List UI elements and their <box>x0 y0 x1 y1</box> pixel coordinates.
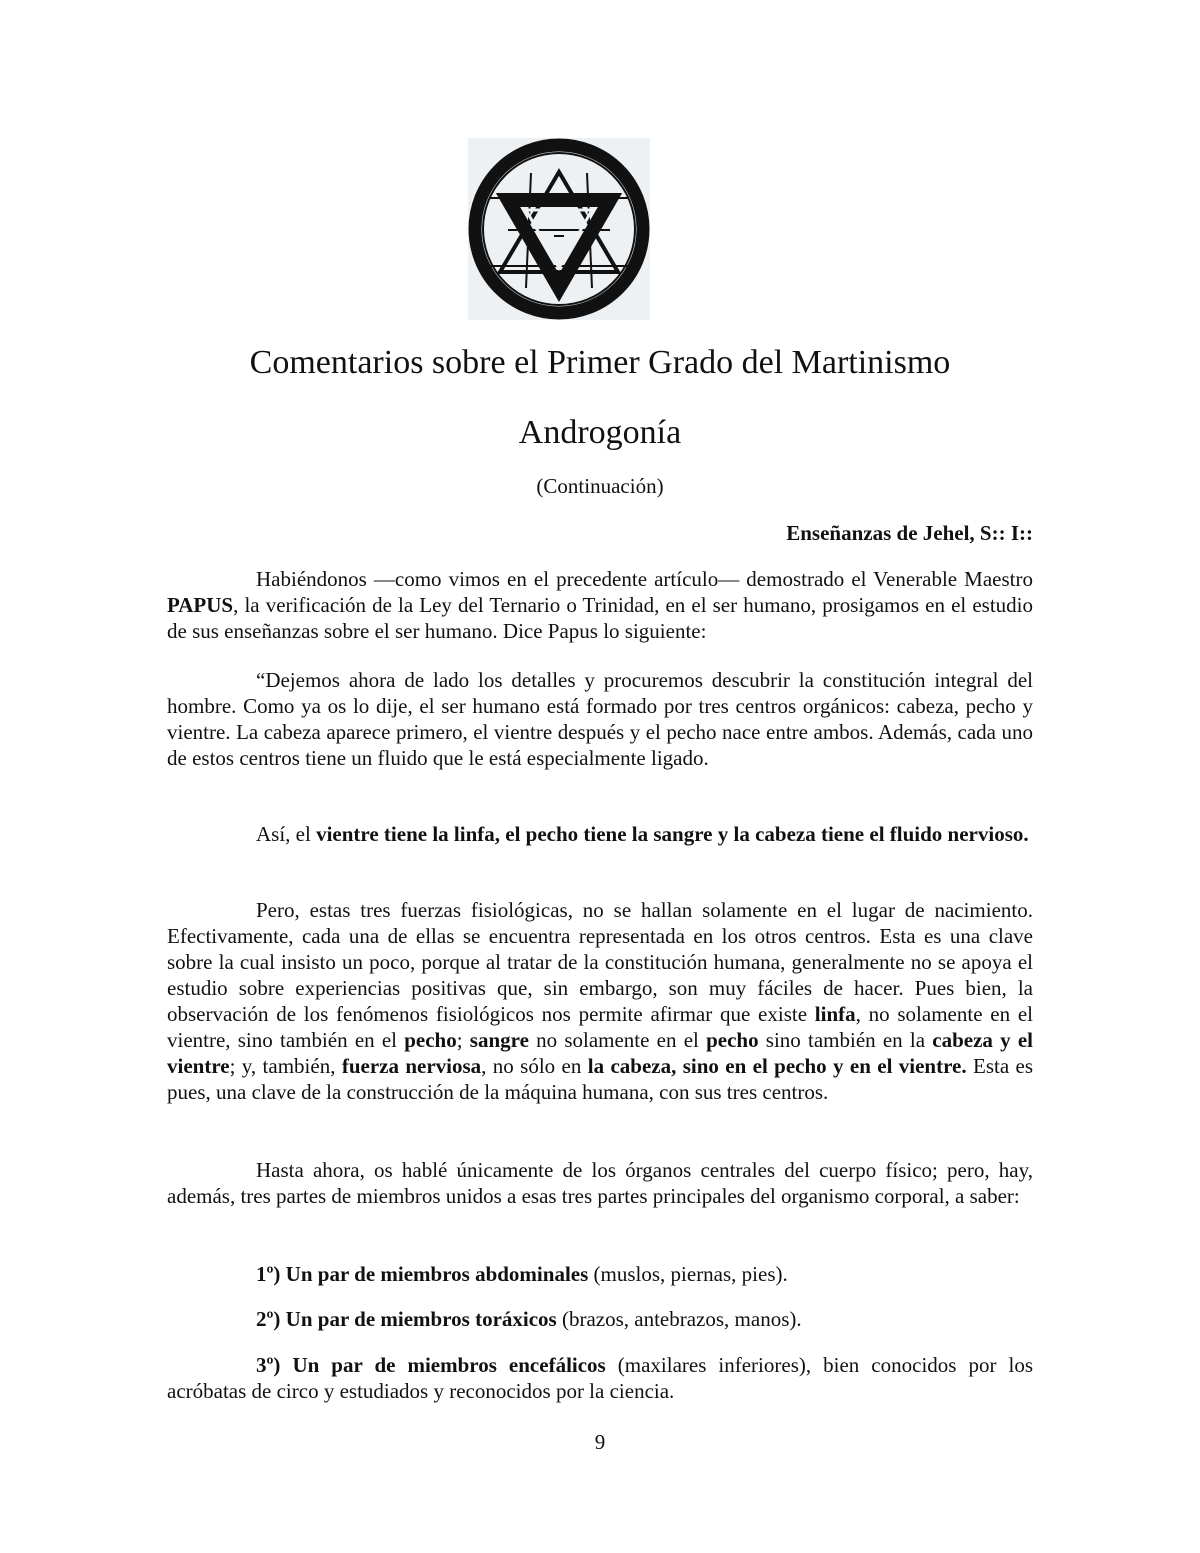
martinist-seal-icon <box>468 138 650 320</box>
attribution: Enseñanzas de Jehel, S:: I:: <box>786 521 1033 545</box>
paragraph-3: Así, el vientre tiene la linfa, el pecho tiene la sangre y la cabeza tiene el fluido nervioso. <box>256 822 1029 846</box>
continuation-note: (Continuación) <box>536 474 664 498</box>
page-subtitle: Androgonía <box>518 414 682 451</box>
list-item: 2º) Un par de miembros toráxicos (brazos, antebrazos, manos). <box>256 1307 802 1331</box>
paragraph-2: “Dejemos ahora de lado los detalles y procuremos descubrir la constitución integral del hombre. Como ya os lo dije, el ser humano está formado por tres centros orgánicos: cabeza, pecho y vientre. La cabeza aparece primero, el vientre después y el pecho nace entre ambos. Además, cada uno de estos centros tiene un fluido que le está especialmente ligado. <box>167 668 1033 770</box>
paragraph-4: Pero, estas tres fuerzas fisiológicas, no se hallan solamente en el lugar de nacimiento. Efectivamente, cada una de ellas se encuentra representada en los otros centros. Esta es una clave sobre la cual insisto un poco, porque al tratar de la constitución humana, generalmente no se apoya el estudio sobre experiencias positivas que, sin embargo, son muy fáciles de hacer. Pues bien, la observación de los fenómenos fisiológicos nos permite afirmar que existe linfa, no solamente en el vientre, sino también en el pecho; sangre no solamente en el pecho sino también en la cabeza y el vientre; y, también, fuerza nerviosa, no sólo en la cabeza, sino en el pecho y en el vientre. Esta es pues, una clave de la construcción de la máquina humana, con sus tres centros. <box>167 898 1034 1104</box>
list-item: 3º) Un par de miembros encefálicos (maxilares inferiores), bien conocidos por los acróbatas de circo y estudiados y reconocidos por la ciencia. <box>167 1353 1033 1403</box>
paragraph-5: Hasta ahora, os hablé únicamente de los órganos centrales del cuerpo físico; pero, hay, además, tres partes de miembros unidos a esas tres partes principales del organismo corporal, a saber: <box>167 1158 1033 1208</box>
list-item: 1º) Un par de miembros abdominales (muslos, piernas, pies). <box>256 1262 788 1286</box>
page-title: Comentarios sobre el Primer Grado del Martinismo <box>249 344 951 381</box>
paragraph-1: Habiéndonos —como vimos en el precedente artículo— demostrado el Venerable Maestro PAPUS, la verificación de la Ley del Ternario o Trinidad, en el ser humano, prosigamos en el estudio de sus enseñanzas sobre el ser humano. Dice Papus lo siguiente: <box>167 567 1033 643</box>
page-number: 9 <box>594 1430 606 1454</box>
